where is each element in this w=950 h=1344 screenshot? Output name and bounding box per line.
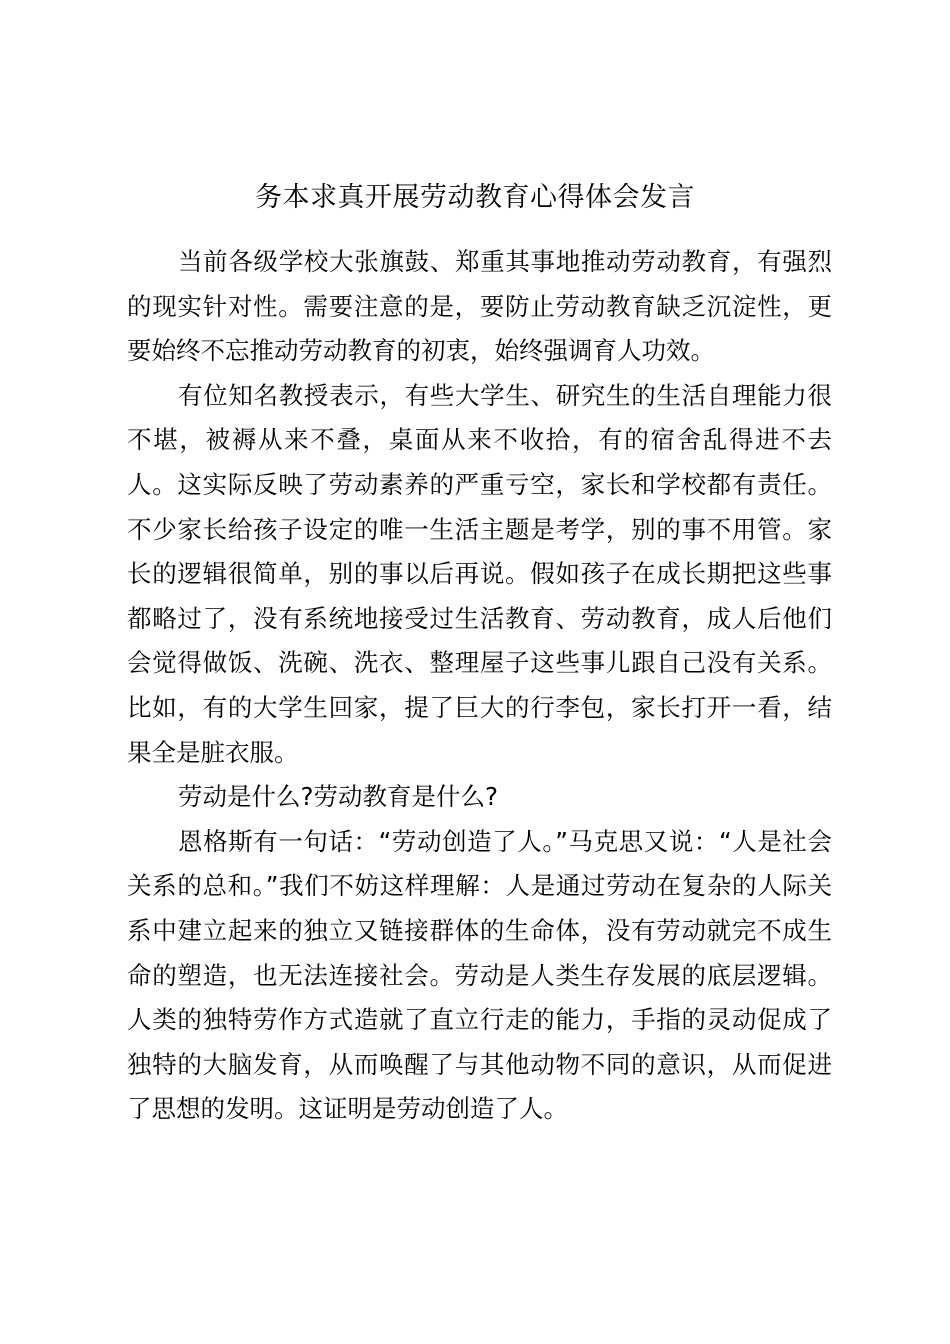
- document-body: [127, 240, 832, 1132]
- paragraph-1: 当前各级学校大张旗鼓、郑重其事地推动劳动教育，有强烈的现实针对性。需要注意的是，要防止劳动教育缺乏沉淀性，更要始终不忘推动劳动教育的初衷，始终强调育人功效。: [127, 247, 832, 366]
- document-title: 务本求真开展劳动教育心得体会发言: [255, 182, 695, 213]
- paragraph-3: 劳动是什么?劳动教育是什么?: [178, 782, 499, 812]
- paragraph-2: 有位知名教授表示，有些大学生、研究生的生活自理能力很不堪，被褥从来不叠，桌面从来不收拾，有的宿舍乱得进不去人。这实际反映了劳动素养的严重亏空，家长和学校都有责任。不少家长给孩子设定的唯一生活主题是考学，别的事不用管。家长的逻辑很简单，别的事以后再说。假如孩子在成长期把这些事都略过了，没有系统地接受过生活教育、劳动教育，成人后他们会觉得做饭、洗碗、洗衣、整理屋子这些事儿跟自己没有关系。比如，有的大学生回家，提了巨大的行李包，家长打开一看，结果全是脏衣服。: [127, 380, 832, 767]
- paragraph-4: 恩格斯有一句话：“劳动创造了人。”马克思又说：“人是社会关系的总和。”我们不妨这样理解：人是通过劳动在复杂的人际关系中建立起来的独立又链接群体的生命体，没有劳动就完不成生命的塑造，也无法连接社会。劳动是人类生存发展的底层逻辑。人类的独特劳作方式造就了直立行走的能力，手指的灵动促成了独特的大脑发育，从而唤醒了与其他动物不同的意识，从而促进了思想的发明。这证明是劳动创造了人。: [127, 826, 832, 1124]
